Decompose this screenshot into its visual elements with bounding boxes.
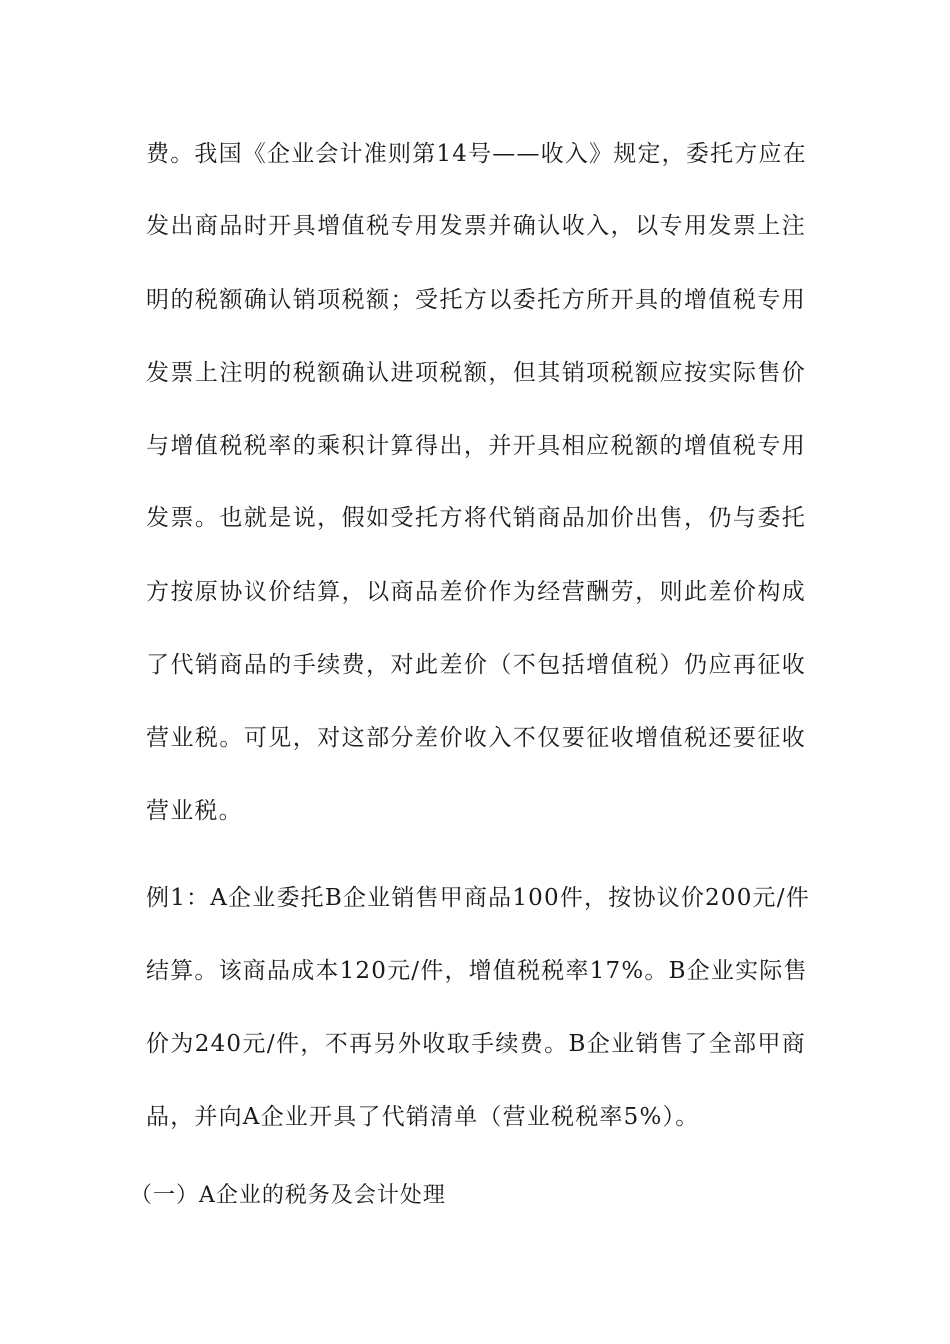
paragraph-line: 发票。也就是说，假如受托方将代销商品加价出售，仍与委托 (146, 505, 806, 531)
section-heading: （一）A企业的税务及会计处理 (130, 1183, 446, 1208)
example-line: 品，并向A企业开具了代销清单（营业税税率5%）。 (146, 1104, 700, 1130)
example-line: 价为240元/件，不再另外收取手续费。B企业销售了全部甲商 (146, 1031, 806, 1057)
paragraph-line: 费。我国《企业会计准则第14号——收入》规定，委托方应在 (146, 141, 807, 167)
paragraph-line: 发出商品时开具增值税专用发票并确认收入，以专用发票上注 (146, 213, 806, 239)
paragraph-line: 明的税额确认销项税额；受托方以委托方所开具的增值税专用 (146, 287, 806, 313)
paragraph-line: 了代销商品的手续费，对此差价（不包括增值税）仍应再征收 (146, 652, 806, 678)
paragraph-line: 发票上注明的税额确认进项税额，但其销项税额应按实际售价 (146, 360, 806, 386)
paragraph-line: 方按原协议价结算，以商品差价作为经营酬劳，则此差价构成 (146, 579, 806, 605)
example-line: 例1：A企业委托B企业销售甲商品100件，按协议价200元/件 (146, 885, 810, 911)
paragraph-line: 营业税。 (146, 798, 243, 824)
paragraph-line: 营业税。可见，对这部分差价收入不仅要征收增值税还要征收 (146, 725, 806, 751)
example-line: 结算。该商品成本120元/件，增值税税率17%。B企业实际售 (146, 958, 808, 984)
paragraph-line: 与增值税税率的乘积计算得出，并开具相应税额的增值税专用 (146, 433, 806, 459)
